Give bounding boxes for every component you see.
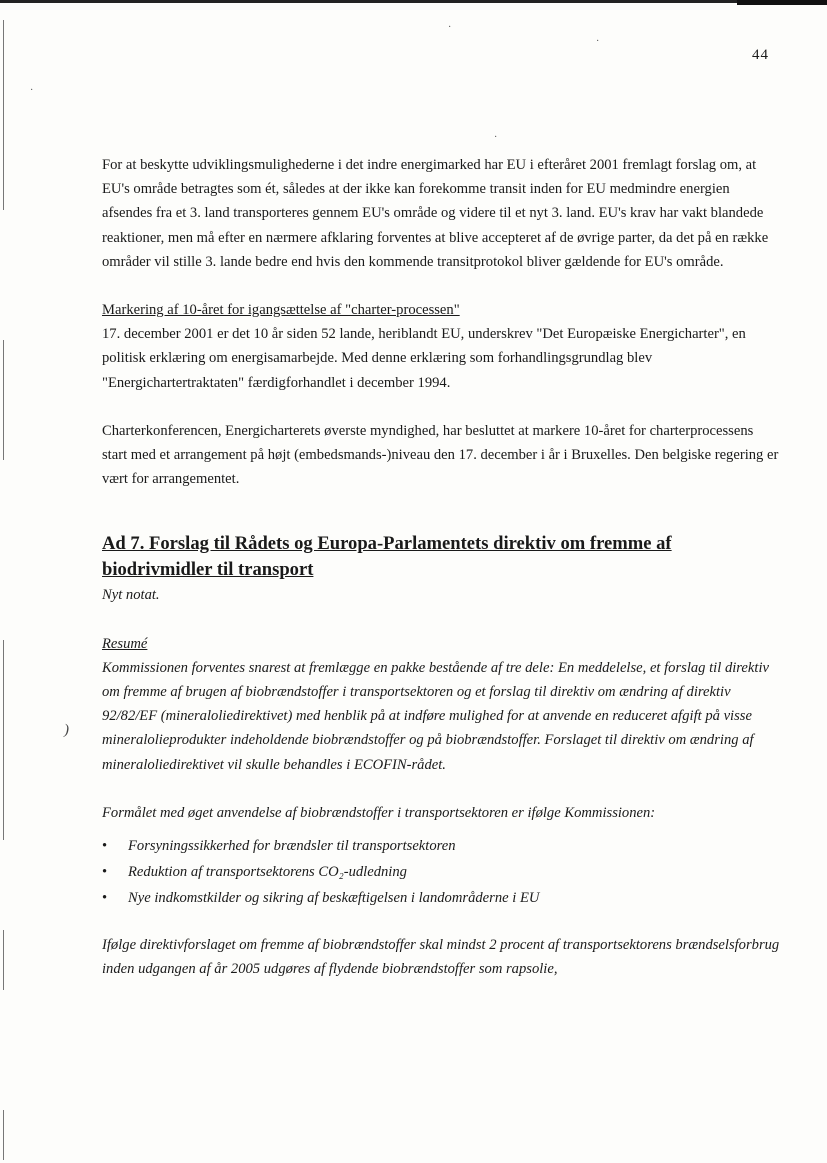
paragraph-charter-conference: Charterkonferencen, Energicharterets øverste myndighed, har besluttet at markere 10-året for charterprocessens start med et arrangement på højt (embedsmands-)niveau den 17. december i år i Bruxelles. Den belgiske regering er vært for arrangementet.	[102, 422, 779, 488]
list-item	[102, 885, 782, 911]
section-heading: Ad 7. Forslag til Rådets og Europa-Parlamentets direktiv om fremme af biodrivmidler til transport	[102, 533, 672, 581]
left-scan-edge	[3, 640, 4, 840]
left-scan-edge	[3, 20, 4, 210]
margin-mark: )	[64, 722, 69, 738]
top-border-thick-segment	[737, 0, 827, 5]
top-border-line	[0, 0, 827, 3]
left-scan-edge	[3, 930, 4, 990]
bullet-icon: •	[102, 838, 108, 855]
list-item	[102, 833, 782, 859]
list-item-text: Reduktion af transportsektorens CO₂-udledning	[128, 864, 407, 881]
paragraph-transit: For at beskytte udviklingsmulighederne i det indre energimarked har EU i efteråret 2001 fremlagt forslag om, at EU's område betragtes som ét, således at der ikke kan forekomme transit inden for EU medmindre energien afsendes fra et 3. land transporteres gennem EU's område og videre til et nyt 3. land. EU's krav har vakt blandede reaktioner, men må efter en nærmere afklaring forventes at blive accepteret af de øvrige parter, da det på en række områder vil stille 3. lande bedre end hvis den kommende transitprotokol bliver gældende for EU's område.	[102, 157, 769, 270]
purpose-intro: Formålet med øget anvendelse af biobrændstoffer i transportsektoren er ifølge Kommissionen:	[102, 804, 656, 821]
paragraph-charter-anniversary: 17. december 2001 er det 10 år siden 52 lande, heriblandt EU, underskrev "Det Europæiske Energicharter", en politisk erklæring om energisamarbejde. Med denne erklæring som forhandlingsgrundlag blev "Energichartertraktaten" færdigforhandlet i december 1994.	[102, 326, 746, 391]
left-scan-edge	[3, 340, 4, 460]
scan-speck: ·	[448, 22, 452, 33]
scan-speck: ·	[494, 132, 498, 143]
bullet-icon: •	[102, 864, 108, 881]
scan-speck: ·	[596, 36, 600, 47]
resume-label: Resumé	[102, 635, 148, 652]
page-number: 44	[752, 47, 769, 63]
resume-text: Kommissionen forventes snarest at fremlægge en pakke bestående af tre dele: En meddelelse, et forslag til direktiv om fremme af brugen af biobrændstoffer i transportsektoren og et forslag til direktiv om ændring af direktiv 92/82/EF (mineraloliedirektivet) med henblik på at indføre mulighed for at anvende en reduceret afgift på visse mineralolieprodukter indeholdende biobrændstoffer og på biobrændstoffer. Forslaget til direktiv om ændring af mineraloliedirektivet vil skulle behandles i ECOFIN-rådet.	[102, 659, 769, 773]
subheading-charter: Markering af 10-året for igangsættelse af "charter-processen"	[102, 302, 460, 319]
section-note: Nyt notat.	[102, 587, 160, 604]
list-item-text: Nye indkomstkilder og sikring af beskæftigelsen i landområderne i EU	[128, 890, 540, 907]
document-body	[102, 153, 782, 981]
list-item-text: Forsyningssikkerhed for brændsler til transportsektoren	[128, 838, 456, 855]
list-item	[102, 859, 782, 885]
bullet-icon: •	[102, 890, 108, 907]
closing-paragraph: Ifølge direktivforslaget om fremme af biobrændstoffer skal mindst 2 procent af transportsektorens brændselsforbrug inden udgangen af år 2005 udgøres af flydende biobrændstoffer som rapsolie,	[102, 937, 780, 978]
scan-speck: ·	[30, 85, 34, 96]
left-scan-edge	[3, 1110, 4, 1160]
purpose-list	[102, 833, 782, 911]
